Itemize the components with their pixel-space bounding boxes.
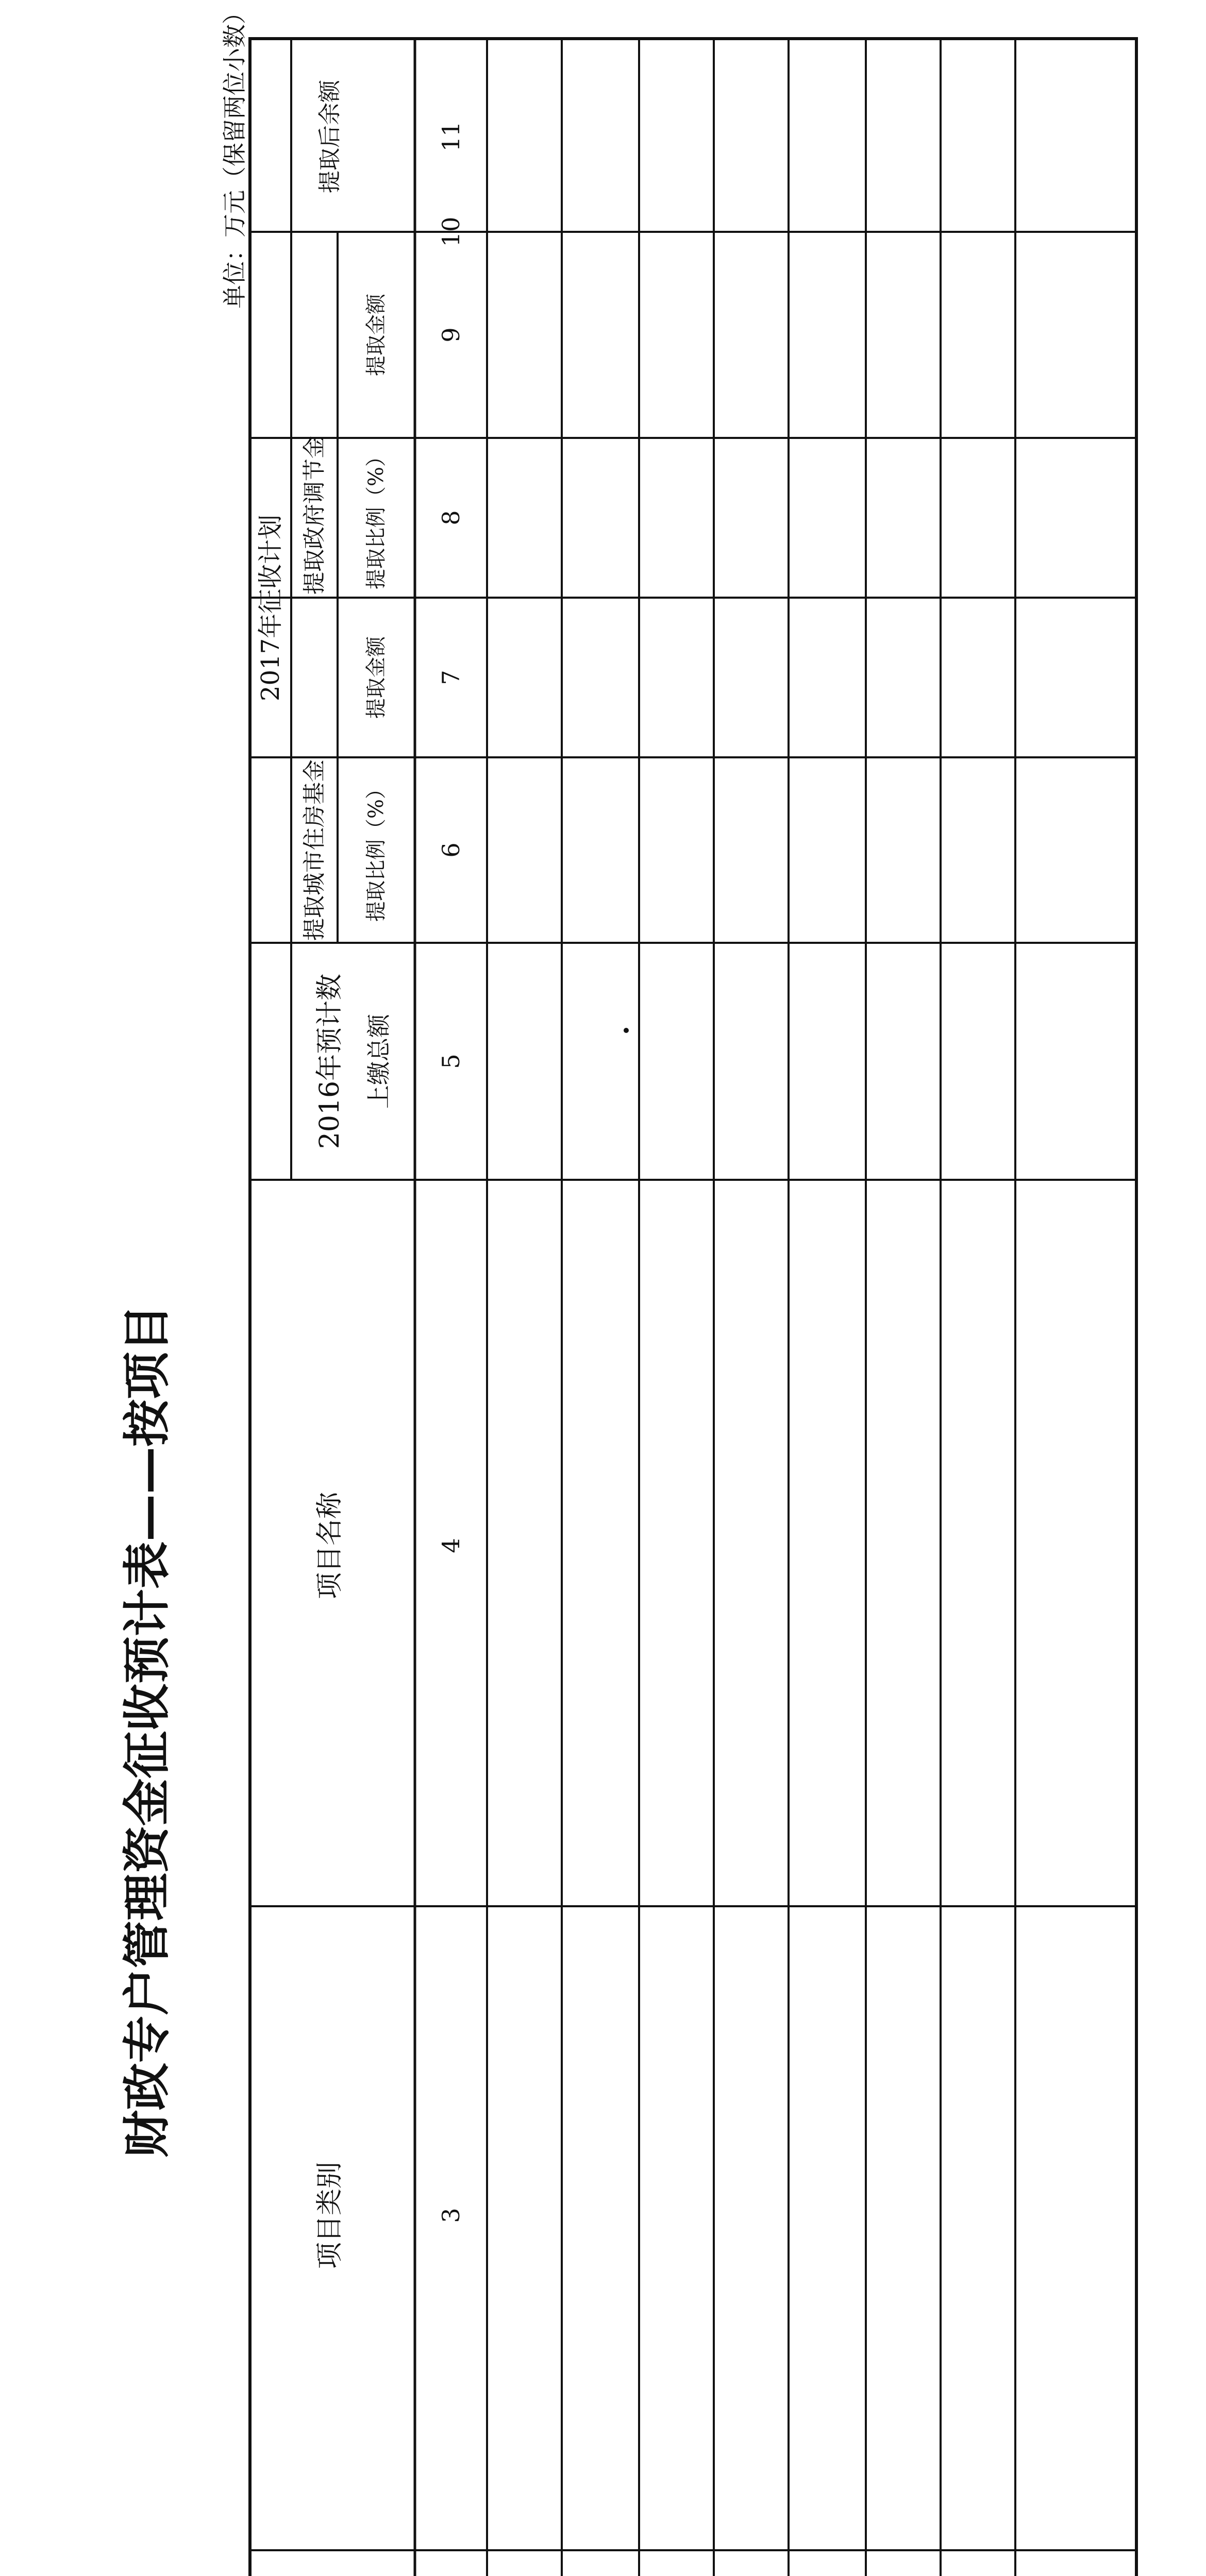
header-ratio-pct: 提取比例（%） bbox=[364, 778, 388, 922]
col-number-3: 3 bbox=[437, 2208, 465, 2223]
col-number-11: 11 bbox=[437, 121, 465, 152]
header-after-amount: 提取后余额 bbox=[316, 80, 343, 193]
header-plan-2017: 2017年征收计划 bbox=[256, 514, 285, 702]
col-number-4: 4 bbox=[437, 1538, 465, 1553]
header-gov-regulation-fund: 提取政府调节金 bbox=[301, 436, 328, 595]
header-amount: 提取金额 bbox=[364, 636, 388, 719]
header-housing-fund: 提取城市住房基金 bbox=[301, 759, 328, 941]
header-project-category: 项目类别 bbox=[314, 2161, 345, 2269]
col-number-7: 7 bbox=[437, 670, 465, 685]
header-amount-10: 提取金额 bbox=[364, 294, 388, 376]
table-header bbox=[256, 79, 393, 2576]
document-title: 财政专户管理资金征收预计表——按项目 bbox=[119, 1304, 175, 2158]
table-grid bbox=[250, 39, 1136, 2576]
header-project-name: 项目名称 bbox=[314, 1492, 345, 1600]
header-estimate-2016: 2016年预计数 bbox=[314, 973, 345, 1149]
col-number-8: 8 bbox=[437, 510, 465, 526]
col-number-5: 5 bbox=[437, 1054, 465, 1069]
header-total-paid-visible: 上缴总额 bbox=[365, 1014, 393, 1109]
scan-speck bbox=[624, 1028, 629, 1033]
header-ratio-pct-9: 提取比例（%） bbox=[364, 446, 388, 590]
col-number-9: 9 bbox=[437, 327, 465, 343]
column-number-row bbox=[437, 122, 465, 2576]
unit-note: 单位：万元（保留两位小数） bbox=[221, 1, 248, 309]
col-number-6: 6 bbox=[437, 842, 465, 858]
col-number-10: 10 bbox=[437, 216, 465, 247]
